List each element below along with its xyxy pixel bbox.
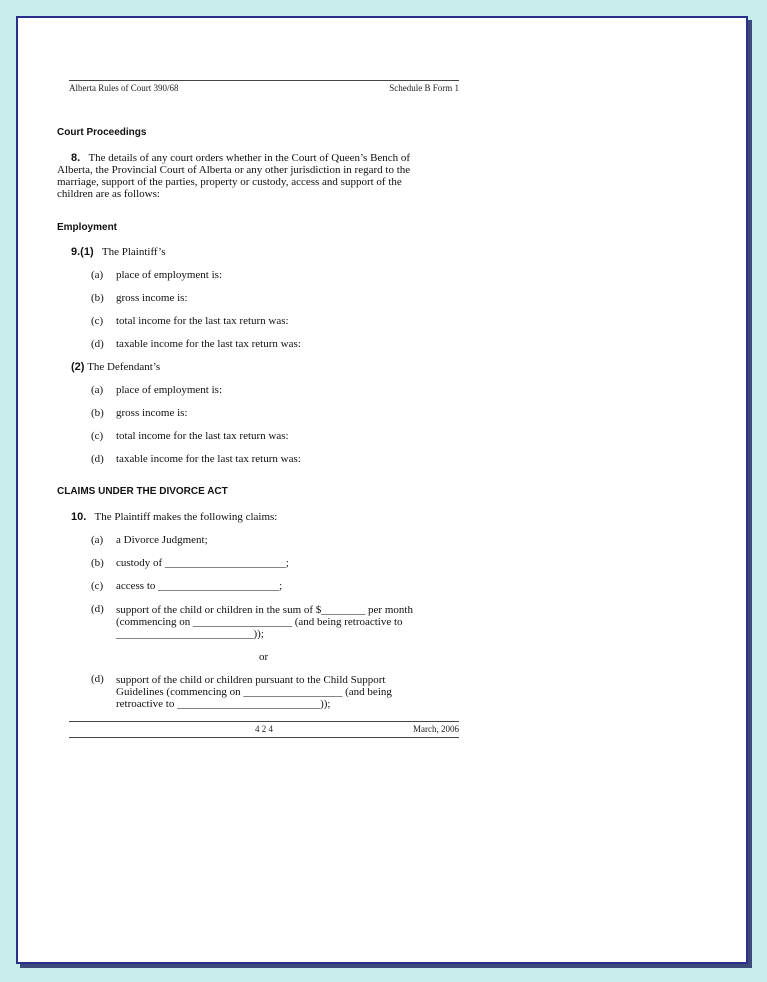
defendant-item-a-marker: (a) [91,384,104,396]
header-left: Alberta Rules of Court 390/68 [69,83,179,93]
footer-rule [69,737,459,738]
para-10-number: 10. [71,511,87,523]
claim-a-text: a Divorce Judgment; [116,534,208,546]
claim-d2-line-1: support of the child or children pursuant to the Child Support [116,674,386,686]
claim-b-marker: (b) [91,557,104,569]
footer-date: March, 2006 [413,724,459,734]
claim-a-marker: (a) [91,534,104,546]
heading-claims-divorce-act: CLAIMS UNDER THE DIVORCE ACT [57,486,228,497]
or-separator: or [259,651,269,663]
plaintiff-item-d-text: taxable income for the last tax return was: [116,338,301,350]
claim-d2-line-3: retroactive to __________________________)); [116,698,331,710]
para-8-number: 8. [71,152,81,164]
claim-b-text: custody of ______________________; [116,557,289,569]
page-footer [69,721,459,734]
claim-d1-line-1: support of the child or children in the sum of $________ per month [116,604,413,616]
para-9-2-number: (2) [71,361,85,373]
para-9-1-number: 9.(1) [71,246,94,258]
document-page [16,16,748,964]
para-10-intro [71,511,277,523]
claim-d1-marker: (d) [91,603,104,615]
para-8-line-2: Alberta, the Provincial Court of Alberta or any other jurisdiction in regard to the [57,164,411,176]
footer-page-number: 4 2 4 [255,724,273,734]
defendant-label: The Defendant’s [87,361,161,373]
defendant-item-d-marker: (d) [91,453,104,465]
plaintiff-item-b-text: gross income is: [116,292,188,304]
para-10-intro-text: The Plaintiff makes the following claims: [94,511,278,523]
plaintiff-item-b-marker: (b) [91,292,104,304]
plaintiff-item-a-text: place of employment is: [116,269,222,281]
para-8-line-1 [71,152,410,164]
claim-c-marker: (c) [91,580,104,592]
claim-d1-line-3: _________________________)); [116,628,264,640]
para-8-line-3: marriage, support of the parties, property or custody, access and support of the [57,176,402,188]
plaintiff-item-c-marker: (c) [91,315,104,327]
heading-employment: Employment [57,222,118,233]
page-header [69,80,459,93]
plaintiff-item-c-text: total income for the last tax return was: [116,315,289,327]
heading-court-proceedings: Court Proceedings [57,127,147,138]
claim-d2-line-2: Guidelines (commencing on __________________ (and being [116,686,392,698]
claim-c-text: access to ______________________; [116,580,283,592]
plaintiff-line [71,246,166,258]
claim-d2-marker: (d) [91,673,104,685]
defendant-item-a-text: place of employment is: [116,384,222,396]
defendant-item-b-text: gross income is: [116,407,188,419]
defendant-line [71,361,160,373]
defendant-item-d-text: taxable income for the last tax return was: [116,453,301,465]
para-8-text-1: The details of any court orders whether in the Court of Queen’s Bench of [88,152,411,164]
para-8-line-4: children are as follows: [57,188,160,200]
plaintiff-item-d-marker: (d) [91,338,104,350]
claim-d1-line-2: (commencing on __________________ (and being retroactive to [116,616,403,628]
defendant-item-c-text: total income for the last tax return was: [116,430,289,442]
defendant-item-c-marker: (c) [91,430,104,442]
plaintiff-item-a-marker: (a) [91,269,104,281]
plaintiff-label: The Plaintiff’s [101,246,166,258]
header-right: Schedule B Form 1 [389,83,459,93]
defendant-item-b-marker: (b) [91,407,104,419]
